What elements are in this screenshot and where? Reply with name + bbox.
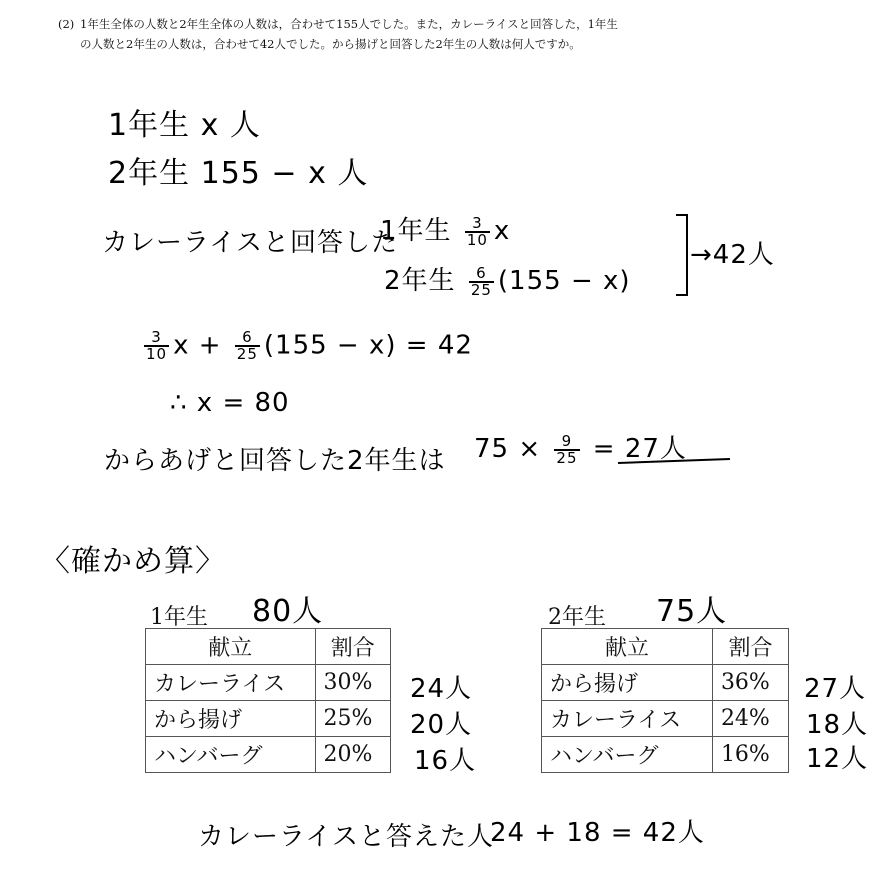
equation-rest: (155 − x) = 42 xyxy=(263,330,473,361)
problem-statement xyxy=(58,14,618,54)
curry-grade1-variable: x xyxy=(493,216,511,246)
table-row xyxy=(146,665,391,701)
fraction-denominator: 25 xyxy=(470,280,492,299)
fraction-denominator: 25 xyxy=(556,448,578,467)
fraction-numerator: 6 xyxy=(235,330,260,347)
equation-fraction-1 xyxy=(144,330,169,362)
grade1-table xyxy=(145,628,391,773)
table-header-row xyxy=(146,629,391,665)
grade1-people-curry: 24人 xyxy=(410,674,473,704)
curry-grade2 xyxy=(384,260,631,298)
menu-cell: から揚げ xyxy=(542,665,713,701)
karaage-answer: 27人 xyxy=(624,434,687,464)
grade2-people-karaage: 27人 xyxy=(804,674,867,704)
final-calculation: 24 + 18 = 42人 xyxy=(490,818,705,848)
problem-number: (2) xyxy=(58,17,75,31)
header-menu: 献立 xyxy=(542,629,713,665)
menu-cell: カレーライス xyxy=(146,665,316,701)
solution: ∴ x = 80 xyxy=(170,388,290,418)
ratio-cell: 20% xyxy=(315,737,390,773)
table-row xyxy=(542,665,789,701)
curry-grade1 xyxy=(380,210,510,248)
ratio-cell: 25% xyxy=(315,701,390,737)
check-heading: 〈確かめ算〉 xyxy=(40,544,226,579)
curry-grade2-label: 2年生 xyxy=(384,266,456,296)
grade1-people-karaage: 20人 xyxy=(410,710,473,740)
ratio-cell: 30% xyxy=(315,665,390,701)
equation-fraction-2 xyxy=(235,330,260,362)
equation-middle: x + xyxy=(173,330,222,361)
menu-cell: ハンバーグ xyxy=(542,737,713,773)
grade1-people-hamburg: 16人 xyxy=(414,746,477,776)
fraction-denominator: 10 xyxy=(466,230,488,249)
table-header-row xyxy=(542,629,789,665)
grade2-table xyxy=(541,628,789,773)
karaage-equals: = xyxy=(592,434,616,464)
karaage-fraction xyxy=(554,431,579,467)
work-line-grade1: 1年生 x 人 xyxy=(108,108,261,143)
menu-cell: カレーライス xyxy=(542,701,713,737)
fraction-numerator: 3 xyxy=(144,330,169,347)
grade2-label: 2年生 xyxy=(548,605,606,630)
ratio-cell: 36% xyxy=(712,665,788,701)
menu-cell: から揚げ xyxy=(146,701,316,737)
curry-grade2-expression: (155 − x) xyxy=(497,266,631,296)
grade1-label: 1年生 xyxy=(150,605,208,630)
table-row xyxy=(146,701,391,737)
bracket-total: →42人 xyxy=(690,240,775,270)
fraction-denominator: 10 xyxy=(146,345,168,363)
curry-label: カレーライスと回答した xyxy=(102,228,398,258)
table-row xyxy=(146,737,391,773)
fraction-numerator: 3 xyxy=(465,216,490,233)
curry-grade2-fraction xyxy=(469,263,494,299)
fraction-numerator: 9 xyxy=(554,434,579,451)
bracket-total-value: 42人 xyxy=(712,240,775,270)
fraction-denominator: 25 xyxy=(236,345,258,363)
header-menu: 献立 xyxy=(146,629,316,665)
karaage-label: からあげと回答した2年生は xyxy=(104,446,446,476)
grade2-people-curry: 18人 xyxy=(806,710,869,740)
sum-bracket xyxy=(676,214,688,296)
final-label: カレーライスと答えた人 xyxy=(198,822,494,852)
header-ratio: 割合 xyxy=(315,629,390,665)
curry-grade1-fraction xyxy=(465,213,490,249)
equation xyxy=(140,330,473,362)
fraction-numerator: 6 xyxy=(469,266,494,283)
table-row xyxy=(542,701,789,737)
work-line-grade2: 2年生 155 − x 人 xyxy=(108,156,369,191)
table-row xyxy=(542,737,789,773)
grade1-count: 80人 xyxy=(252,594,324,629)
curry-grade1-label: 1年生 xyxy=(380,216,452,246)
menu-cell: ハンバーグ xyxy=(146,737,316,773)
grade2-people-hamburg: 12人 xyxy=(806,744,869,774)
ratio-cell: 16% xyxy=(712,737,788,773)
karaage-calc-prefix: 75 × xyxy=(474,434,542,464)
ratio-cell: 24% xyxy=(712,701,788,737)
header-ratio: 割合 xyxy=(712,629,788,665)
grade2-count: 75人 xyxy=(656,594,728,629)
problem-text: 1年生全体の人数と2年生全体の人数は，合わせて155人でした。また，カレーライスと回答した，1年生の人数と2年生の人数は，合わせて42人でした。から揚げと回答した2年生の人数は何人ですか。 xyxy=(80,17,618,51)
